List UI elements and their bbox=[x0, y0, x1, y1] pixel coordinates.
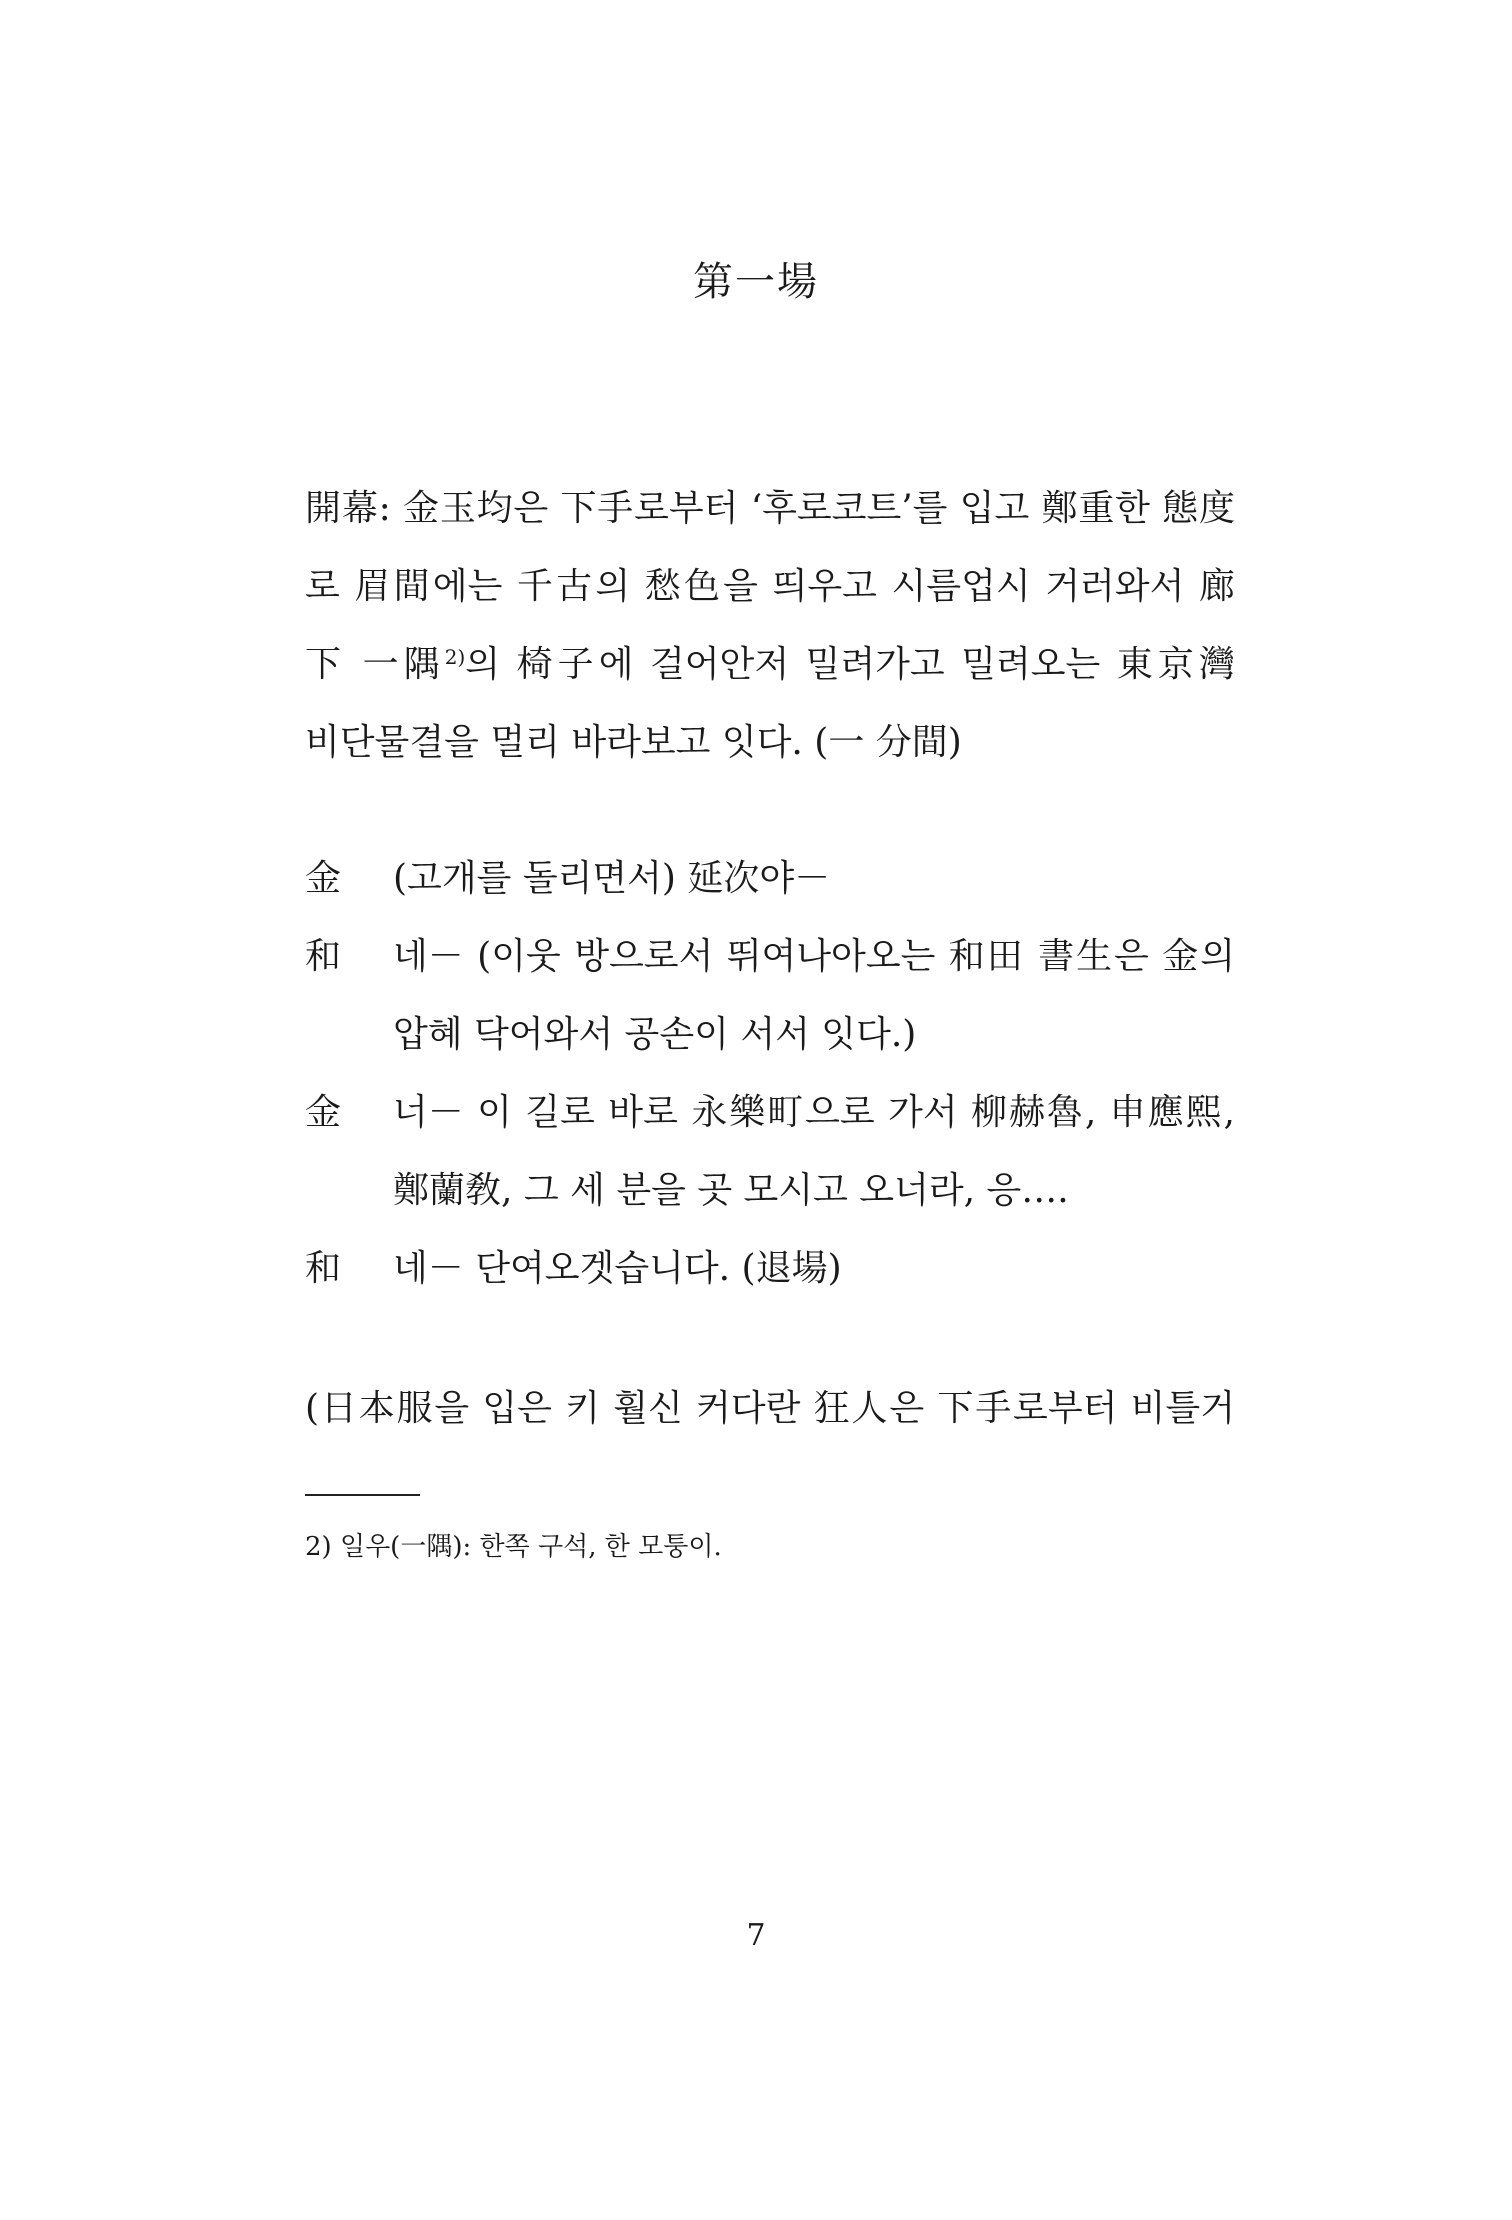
speech bbox=[393, 1074, 1235, 1230]
speaker-name: 和 bbox=[305, 1248, 342, 1289]
speech-line: 압혜 닥어와서 공손이 서서 잇다.) bbox=[393, 1014, 917, 1055]
speech-line: 鄭蘭敎, 그 세 분을 곳 모시고 오너라, 응…. bbox=[393, 1170, 1069, 1211]
stage-line: 비단물결을 멀리 바라보고 잇다. (一 分間) bbox=[305, 722, 962, 763]
stage-line-part: 의 椅子에 걸어안저 밀려가고 밀려오는 東京灣 bbox=[465, 644, 1235, 685]
footnote-divider bbox=[305, 1494, 420, 1496]
speech-line: (고개를 돌리면서) 延次야－ bbox=[393, 858, 831, 899]
dialogue-row bbox=[305, 1230, 1235, 1308]
stage-line bbox=[305, 626, 1235, 704]
footnote-reference: 2) bbox=[444, 645, 466, 669]
speaker-name: 和 bbox=[305, 936, 342, 977]
speech-line: 너－ 이 길로 바로 永樂町으로 가서 柳赫魯, 申應熙, bbox=[393, 1092, 1235, 1133]
page-number: 7 bbox=[746, 1918, 766, 1953]
stage-line: 로 眉間에는 千古의 愁色을 띄우고 시름업시 거러와서 廊 bbox=[305, 566, 1235, 607]
speaker-name: 金 bbox=[305, 1092, 342, 1133]
stage-line: 開幕: 金玉均은 下手로부터 ‘후로코트’를 입고 鄭重한 態度 bbox=[305, 488, 1235, 529]
speech-line: 네－ 단여오겟습니다. (退場) bbox=[393, 1248, 842, 1289]
dialogue-row bbox=[305, 1074, 1235, 1230]
dialogue-row bbox=[305, 918, 1235, 1074]
speech bbox=[393, 918, 1235, 1074]
closing-line: (日本服을 입은 키 훨신 커다란 狂人은 下手로부터 비틀거 bbox=[305, 1388, 1235, 1429]
scene-title: 第一場 bbox=[693, 259, 819, 305]
dialogue-row bbox=[305, 840, 1235, 918]
closing-direction bbox=[305, 1370, 1235, 1448]
stage-line-part: 下 一隅 bbox=[305, 644, 445, 685]
dialogue bbox=[305, 840, 1235, 1308]
speaker-name: 金 bbox=[305, 858, 342, 899]
speech bbox=[393, 840, 1235, 918]
speech bbox=[393, 1230, 1235, 1308]
speech-line: 네－ (이웃 방으로서 뛰여나아오는 和田 書生은 金의 bbox=[393, 936, 1235, 977]
stage-direction bbox=[305, 470, 1235, 782]
footnote: 2) 일우(一隅): 한쪽 구석, 한 모퉁이. bbox=[305, 1532, 722, 1562]
